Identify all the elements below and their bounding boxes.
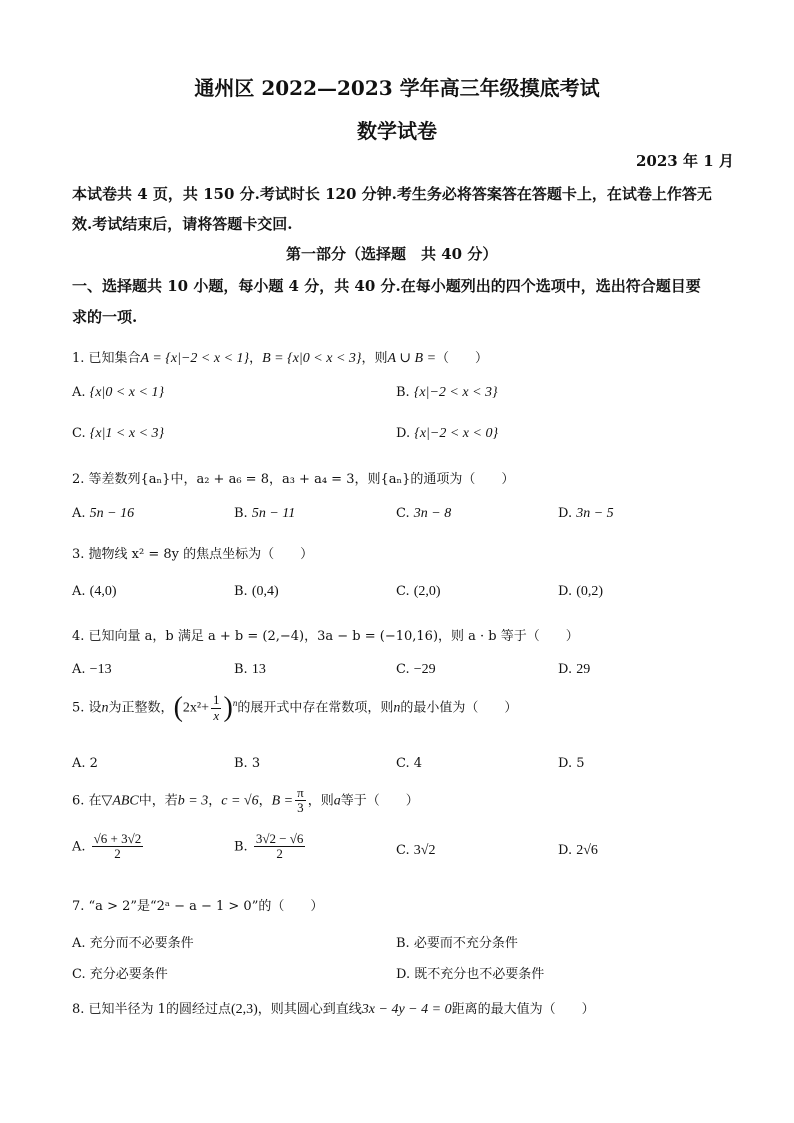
question-6-option-b: B. $\frac{3√2 - √6}{2}$ [234,831,304,862]
question-1-option-d: D. {x|−2 < x < 0} [396,426,499,441]
exam-date: 2023 年 1 月 [636,152,734,170]
question-4-option-a: A. −13 [72,662,112,677]
question-4-stem: 4. 已知向量 a，b 满足 a + b = (2,−4)，3a − b = (−10,16)，则 a · b 等于（ ） [72,629,579,644]
question-5-option-c: C. 4 [396,756,423,771]
instructions-line-1: 本试卷共 4 页，共 150 分.考试时长 120 分钟.考生务必将答案答在答题卡上，在试卷上作答无 [72,185,712,203]
question-6-stem: 6. 在▽ABC中，若b = 3，c = √6，B = $\frac{\pi}{3}$ ，则a等于（ ） [72,785,419,816]
exam-subtitle: 数学试卷 [357,119,437,143]
question-1-option-c: C. {x|1 < x < 3} [72,426,165,441]
question-7-stem: 7. “a > 2”是“2ᵃ − a − 1 > 0”的（ ） [72,899,324,914]
question-5-stem: 5. 设n为正整数，(2x²+ $\frac{1}{x}$ )$^n$的展开式中存在常数项，则n的最小值为（ ） [72,692,518,723]
question-5-option-a: A. 2 [72,756,98,771]
part-heading: 第一部分（选择题 共 40 分） [286,245,498,263]
question-4-option-c: C. −29 [396,662,436,677]
question-5-option-d: D. 5 [558,756,585,771]
question-2-option-b: B. 5n − 11 [234,506,296,521]
section-instructions-2: 求的一项. [72,308,138,326]
question-3-option-c: C. (2,0) [396,584,441,599]
question-2-stem: 2. 等差数列{aₙ}中，a₂ + a₆ = 8，a₃ + a₄ = 3，则{aₙ}的通项为（ ） [72,472,515,487]
question-1-stem: 1. 已知集合A = {x|−2 < x < 1}，B = {x|0 < x < 3}，则A ∪ B =（ ） [72,351,489,366]
question-1-option-a: A. {x|0 < x < 1} [72,385,165,400]
question-3-option-b: B. (0,4) [234,584,279,599]
question-3-stem: 3. 抛物线 x² = 8y 的焦点坐标为（ ） [72,547,314,562]
question-5-option-b: B. 3 [234,756,261,771]
question-8-stem: 8. 已知半径为 1的圆经过点(2,3)，则其圆心到直线3x − 4y − 4 = 0距离的最大值为（ ） [72,1002,595,1017]
question-6-option-d: D. 2√6 [558,843,598,858]
question-1-option-b: B. {x|−2 < x < 3} [396,385,498,400]
question-7-option-c: C. 充分必要条件 [72,967,168,982]
instructions-line-2: 效.考试结束后，请将答题卡交回. [72,215,293,233]
section-instructions-1: 一、选择题共 10 小题，每小题 4 分，共 40 分.在每小题列出的四个选项中，选出符合题目要 [72,277,701,295]
question-2-option-c: C. 3n − 8 [396,506,452,521]
question-3-option-a: A. (4,0) [72,584,117,599]
question-7-option-b: B. 必要而不充分条件 [396,936,518,951]
question-6-option-a: A. $\frac{√6 + 3√2}{2}$ [72,831,142,862]
question-2-option-d: D. 3n − 5 [558,506,614,521]
question-3-option-d: D. (0,2) [558,584,604,599]
question-4-option-b: B. 13 [234,662,266,677]
question-2-option-a: A. 5n − 16 [72,506,135,521]
question-6-option-c: C. 3√2 [396,843,436,858]
question-4-option-d: D. 29 [558,662,591,677]
exam-title: 通州区 2022—2023 学年高三年级摸底考试 [194,76,600,100]
question-7-option-a: A. 充分而不必要条件 [72,936,194,951]
question-7-option-d: D. 既不充分也不必要条件 [396,967,545,982]
